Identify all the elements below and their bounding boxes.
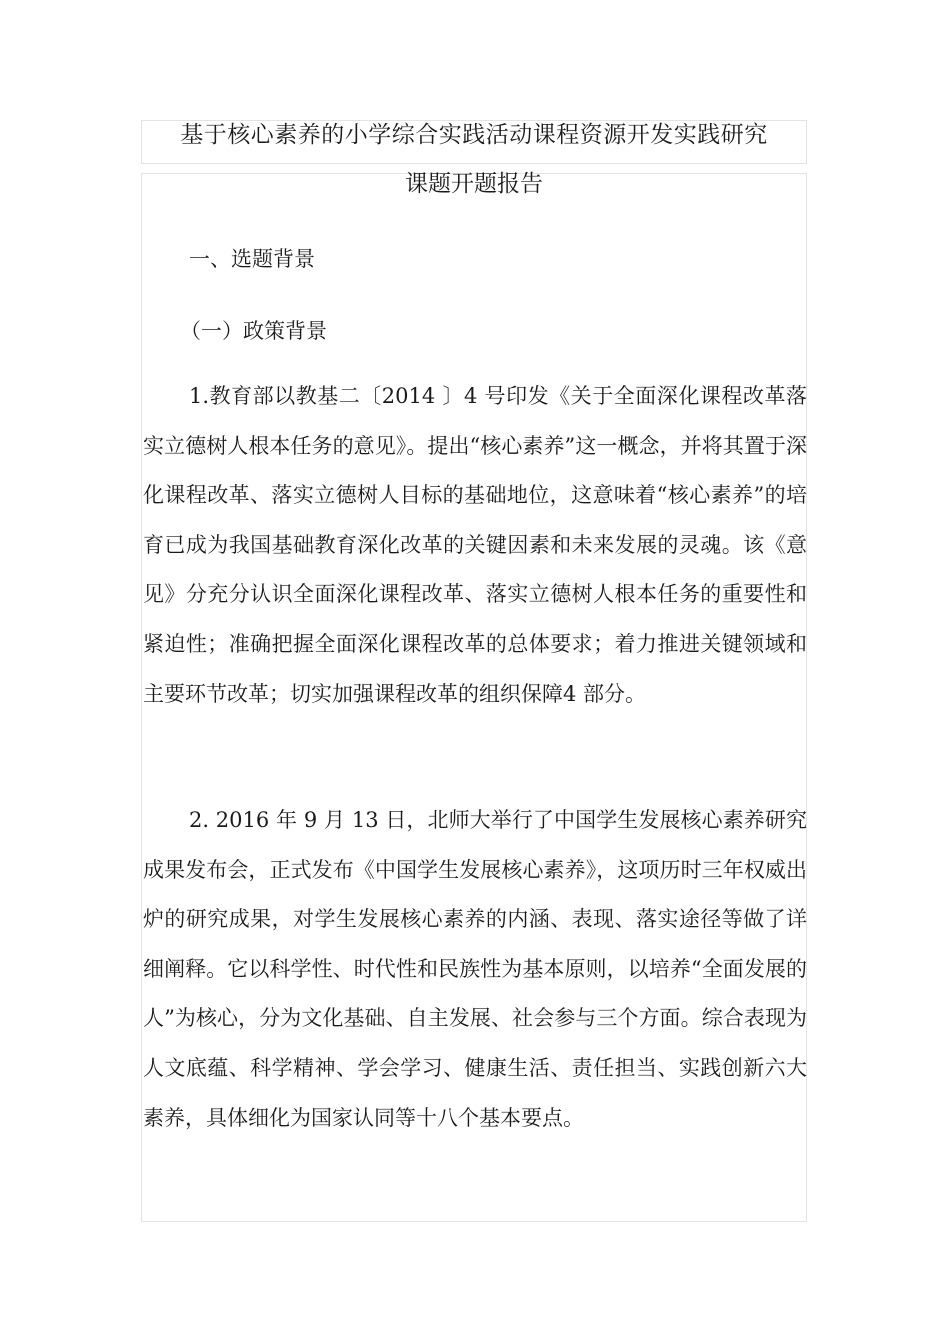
subsection-heading: （一）政策背景: [180, 319, 327, 343]
document-subtitle: 课题开题报告: [405, 171, 543, 197]
section-heading: 一、选题背景: [189, 247, 315, 271]
paragraph-1: 1.教育部以教基二〔2014 〕4 号印发《关于全面深化课程改革落实立德树人根本任务的意见》。提出“核心素养”这一概念，并将其置于深化课程改革、落实立德树人目标的基础地位，这意味着“核心素养”的培育已成为我国基础教育深化改革的关键因素和未来发展的灵魂。该《意见》分充分认识全面深化课程改革、落实立德树人根本任务的重要性和紧迫性；准确把握全面深化课程改革的总体要求；着力推进关键领域和主要环节改革；切实加强课程改革的组织保障4 部分。: [143, 384, 807, 706]
document-title: 基于核心素养的小学综合实践活动课程资源开发实践研究: [180, 122, 768, 148]
paragraph-2: 2. 2016 年 9 月 13 日，北师大举行了中国学生发展核心素养研究成果发布会，正式发布《中国学生发展核心素养》，这项历时三年权威出炉的研究成果，对学生发展核心素养的内涵、表现、落实途径等做了详细阐释。它以科学性、时代性和民族性为基本原则，以培养“全面发展的人”为核心，分为文化基础、自主发展、社会参与三个方面。综合表现为人文底蕴、科学精神、学会学习、健康生活、责任担当、实践创新六大素养，具体细化为国家认同等十八个基本要点。: [143, 808, 807, 1130]
